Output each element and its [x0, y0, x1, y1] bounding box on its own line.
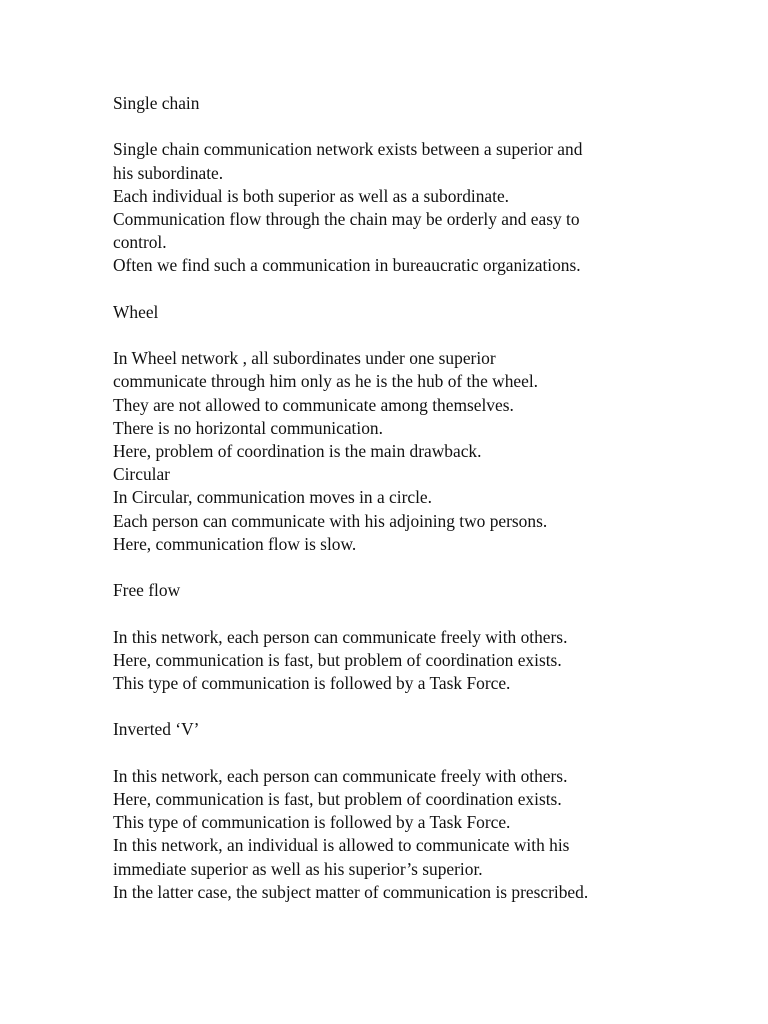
text-line: In Wheel network , all subordinates under one superior	[113, 348, 496, 369]
section-body	[113, 765, 713, 904]
text-line: In this network, each person can communicate freely with others.	[113, 626, 568, 647]
section-wheel	[113, 301, 713, 556]
paragraph-gap	[113, 556, 713, 579]
section-single-chain	[113, 92, 713, 278]
text-line: Often we find such a communication in bureaucratic organizations.	[113, 255, 581, 276]
text-line: In this network, each person can communicate freely with others.	[113, 765, 568, 786]
document-page	[113, 92, 713, 904]
section-heading: Inverted ‘V’	[113, 719, 200, 740]
section-heading: Wheel	[113, 301, 159, 322]
text-line: In the latter case, the subject matter of communication is prescribed.	[113, 881, 589, 902]
section-free-flow	[113, 579, 713, 695]
text-line: control.	[113, 232, 167, 253]
text-line: his subordinate.	[113, 162, 224, 183]
section-body	[113, 138, 713, 277]
section-body	[113, 347, 713, 556]
text-line: Each individual is both superior as well as a subordinate.	[113, 185, 510, 206]
paragraph-gap	[113, 695, 713, 718]
text-line: In Circular, communication moves in a circle.	[113, 487, 432, 508]
text-line: Here, communication is fast, but problem of coordination exists.	[113, 788, 562, 809]
text-line: Communication flow through the chain may be orderly and easy to	[113, 209, 580, 229]
section-body	[113, 626, 713, 696]
text-line: communicate through him only as he is the hub of the wheel.	[113, 371, 539, 392]
text-line: They are not allowed to communicate among themselves.	[113, 394, 514, 415]
section-inverted-v	[113, 718, 713, 904]
section-heading: Free flow	[113, 580, 181, 601]
text-line: In this network, an individual is allowed to communicate with his	[113, 835, 570, 856]
text-line: Here, communication is fast, but problem of coordination exists.	[113, 649, 562, 670]
text-line: There is no horizontal communication.	[113, 417, 383, 438]
text-line: This type of communication is followed by a Task Force.	[113, 812, 511, 833]
text-line: Single chain communication network exists between a superior and	[113, 139, 583, 160]
paragraph-gap	[113, 278, 713, 301]
text-line: immediate superior as well as his superior’s superior.	[113, 858, 483, 879]
text-line: Each person can communicate with his adjoining two persons.	[113, 510, 548, 531]
text-line: Here, communication flow is slow.	[113, 533, 357, 554]
text-line: This type of communication is followed by a Task Force.	[113, 673, 511, 693]
text-line: Here, problem of coordination is the main drawback.	[113, 441, 482, 461]
subheading-circular: Circular	[113, 464, 170, 485]
section-heading: Single chain	[113, 93, 200, 113]
